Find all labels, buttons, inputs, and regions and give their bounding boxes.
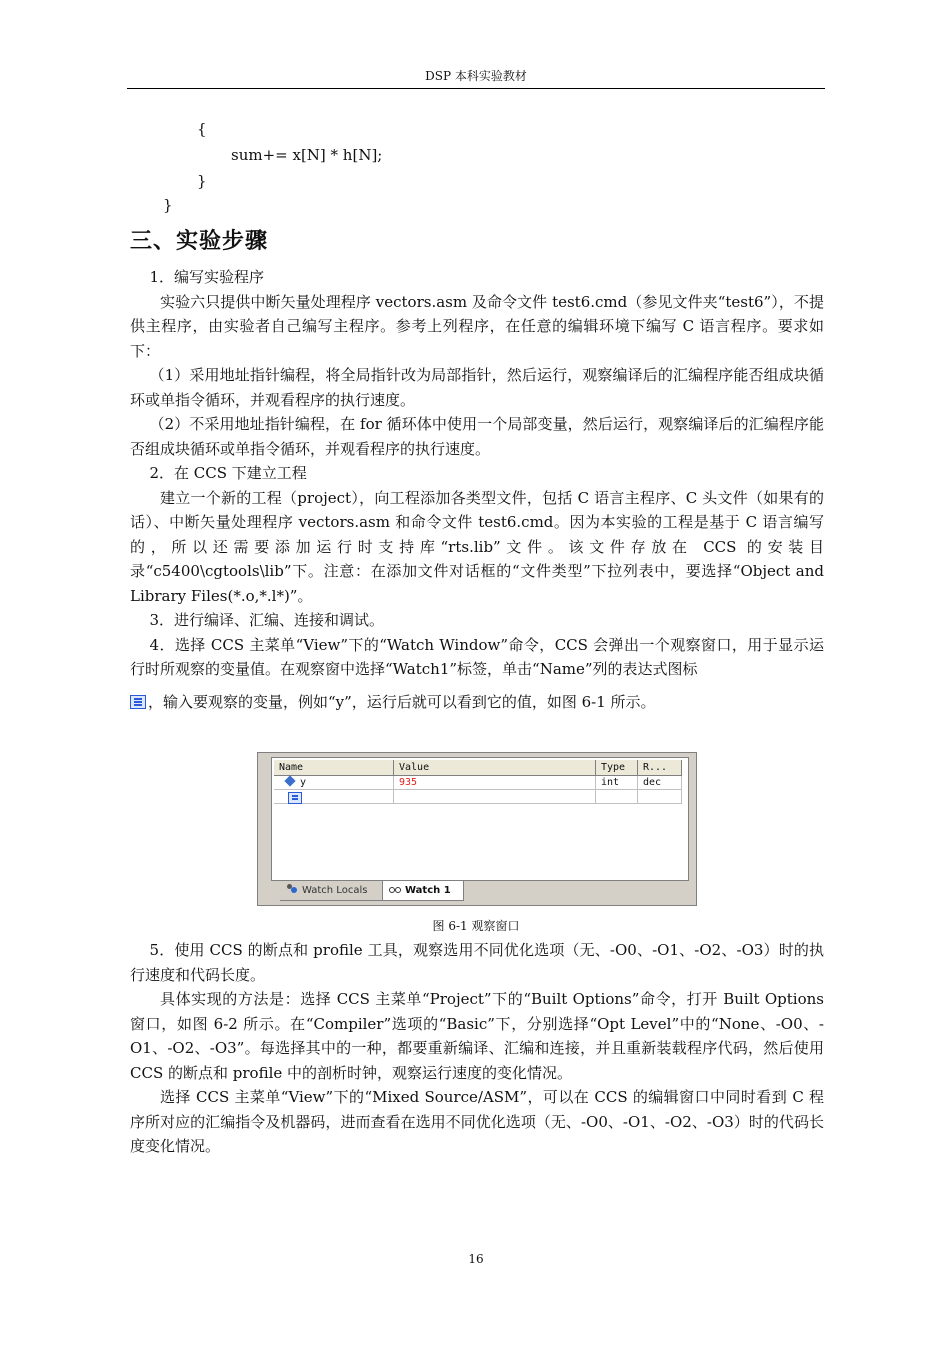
row-radix[interactable]: dec xyxy=(638,776,682,790)
watch-window xyxy=(257,752,697,906)
step-3-title: 3．进行编译、汇编、连接和调试。 xyxy=(149,611,385,629)
step-2-title: 2．在 CCS 下建立工程 xyxy=(149,464,307,482)
new-row-value-cell xyxy=(394,790,596,804)
column-header-radix[interactable]: R... xyxy=(638,760,682,776)
paragraph-req-1: （1）采用地址指针编程，将全局指针改为局部指针，然后运行，观察编译后的汇编程序能否组成块循环或单指令循环，并观看程序的执行速度。 xyxy=(130,366,824,409)
paragraph-req-2: （2）不采用地址指针编程，在 for 循环体中使用一个局部变量，然后运行，观察编译后的汇编程序能否组成块循环或单指令循环，并观看程序的执行速度。 xyxy=(130,415,824,458)
row-type: int xyxy=(596,776,638,790)
paragraph-project: 建立一个新的工程（project），向工程添加各类型文件，包括 C 语言主程序、C 头文件（如果有的话）、中断矢量处理程序 vectors.asm 和命令文件 test6.cmd。因为本实验的工程是基于 C 语言编写的，所以还需要添加运行时支持库“rts.lib”文件。该文件存放在 CCS 的安装目录“c5400\cgtools\lib”下。注意：在添加文件对话框的“文件类型”下拉列表中，要选择“Object and Library Files(*.o,*.l*)”。 xyxy=(130,488,824,605)
paragraph-build-options: 具体实现的方法是：选择 CCS 主菜单“Project”下的“Built Options”命令，打开 Built Options 窗口，如图 6-2 所示。在“Compiler”选项的“Basic”下，分别选择“Opt Level”中的“None、-O0、-O1、-O2、-O3”。每选择其中的一种，都要重新编译、汇编和连接，并且重新装载程序代码，然后使用 CCS 的断点和 profile 中的剖析时钟，观察运行速度的变化情况。 xyxy=(130,990,824,1082)
figure-caption: 图 6-1 观察窗口 xyxy=(432,919,520,933)
column-header-type[interactable]: Type xyxy=(596,760,638,776)
paragraph-mixed-source: 选择 CCS 主菜单“View”下的“Mixed Source/ASM”，可以在 CCS 的编辑窗口中同时看到 C 程序所对应的汇编指令及机器码，进而查看在选用不同优化选项（无、-O0、-O1、-O2、-O3）时的代码长度变化情况。 xyxy=(130,1088,824,1155)
code-brace-close-inner: } xyxy=(197,172,207,190)
watch-grid xyxy=(271,757,689,881)
variable-icon xyxy=(284,775,295,786)
code-brace-close-outer: } xyxy=(163,196,173,214)
watch-locals-icon xyxy=(286,884,298,894)
watch-glasses-icon xyxy=(389,884,401,894)
paragraph-step-5: 5．使用 CCS 的断点和 profile 工具，观察选用不同优化选项（无、-O0、-O1、-O2、-O3）时的执行速度和代码长度。 xyxy=(130,941,824,984)
header-rule xyxy=(127,88,825,89)
column-header-name[interactable]: Name xyxy=(274,760,394,776)
section-heading: 三、实验步骤 xyxy=(130,228,269,254)
paragraph-intro: 实验六只提供中断矢量处理程序 vectors.asm 及命令文件 test6.cmd（参见文件夹“test6”），不提供主程序，由实验者自己编写主程序。参考上列程序，在任意的编辑环境下编写 C 语言程序。要求如下： xyxy=(130,292,824,360)
row-value[interactable]: 935 xyxy=(394,776,596,790)
expression-icon xyxy=(130,695,146,709)
row-name: y xyxy=(300,777,307,788)
new-row-radix-cell xyxy=(638,790,682,804)
paragraph-watch-cont-text: ，输入要观察的变量，例如“y”，运行后就可以看到它的值，如图 6-1 所示。 xyxy=(148,692,656,711)
new-row-type-cell xyxy=(596,790,638,804)
column-header-value[interactable]: Value xyxy=(394,760,596,776)
code-sum-line: sum+= x[N] * h[N]; xyxy=(231,146,383,164)
code-brace-open: { xyxy=(197,120,207,138)
paragraph-watch: 4．选择 CCS 主菜单“View”下的“Watch Window”命令，CCS 会弹出一个观察窗口，用于显示运行时所观察的变量值。在观察窗中选择“Watch1”标签，单击“Name”列的表达式图标 xyxy=(130,635,824,678)
paragraph-watch-cont xyxy=(130,690,824,715)
page-number: 16 xyxy=(468,1252,484,1266)
body-text-upper xyxy=(130,265,824,714)
body-text-lower xyxy=(130,938,824,1159)
tab-watch-locals-label: Watch Locals xyxy=(302,885,368,896)
tab-watch-1[interactable] xyxy=(382,881,464,901)
tab-watch-locals[interactable] xyxy=(280,881,384,901)
step-1-title: 1．编写实验程序 xyxy=(149,268,265,286)
row-name-cell[interactable] xyxy=(274,776,394,790)
tab-watch-1-label: Watch 1 xyxy=(405,885,451,896)
add-expression-icon[interactable] xyxy=(288,792,302,804)
page-header: DSP 本科实验教材 xyxy=(425,69,527,83)
